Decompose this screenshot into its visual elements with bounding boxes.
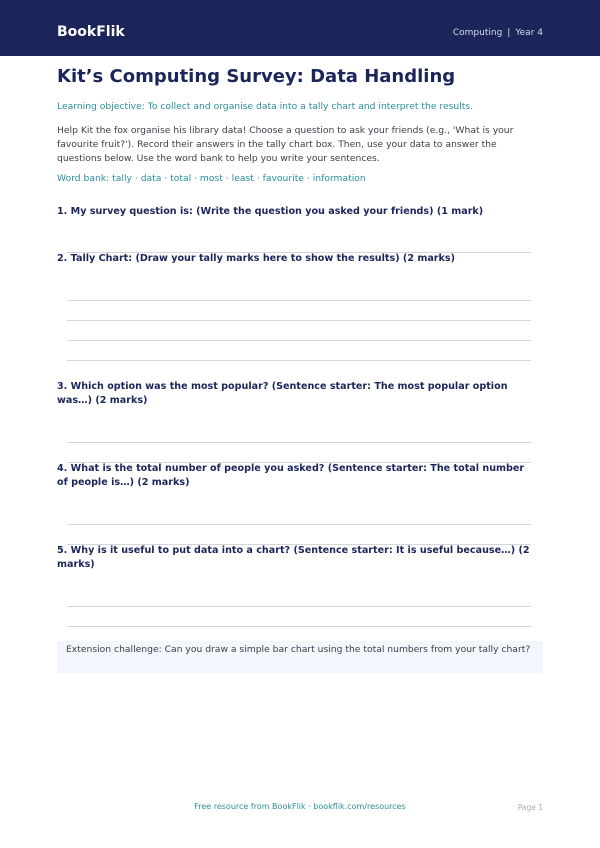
page-title: Kit’s Computing Survey: Data Handling — [57, 66, 456, 87]
answer-line-q3-1[interactable] — [67, 442, 531, 443]
subject-label: Computing — [452, 28, 503, 38]
header-separator: | — [507, 28, 511, 38]
header-meta — [453, 27, 543, 39]
answer-line-q5-2[interactable] — [67, 626, 531, 627]
answer-line-q5-1[interactable] — [67, 606, 531, 607]
intro-text: Help Kit the fox organise his library data! Choose a question to ask your friends (e.g., 'What is your favourite fruit?'). Record their answers in the tally chart box. Then, use your data to answer the questions below. Use the word bank to help you write your sentences. — [57, 125, 514, 164]
question-4: 4. What is the total number of people you asked? (Sentence starter: The total number of people is…) (2 marks) — [57, 463, 525, 488]
question-5: 5. Why is it useful to put data into a chart? (Sentence starter: It is useful because…) (2 marks) — [57, 545, 530, 570]
brand-logo: BookFlik — [57, 24, 125, 40]
header-bar — [0, 0, 600, 56]
answer-line-q4-1[interactable] — [67, 524, 531, 525]
page-number: Page 1 — [517, 803, 543, 812]
tally-line-1[interactable] — [67, 300, 531, 301]
word-bank: Word bank: tally · data · total · most · least · favourite · information — [57, 173, 366, 184]
year-label: Year 4 — [515, 28, 543, 38]
question-3: 3. Which option was the most popular? (Sentence starter: The most popular option was…) (2 marks) — [57, 381, 508, 406]
question-2: 2. Tally Chart: (Draw your tally marks here to show the results) (2 marks) — [57, 253, 456, 264]
extension-challenge: Extension challenge: Can you draw a simple bar chart using the total numbers from your tally chart? — [57, 641, 543, 673]
question-1: 1. My survey question is: (Write the question you asked your friends) (1 mark) — [57, 206, 484, 217]
tally-line-4[interactable] — [67, 360, 531, 361]
tally-line-3[interactable] — [67, 340, 531, 341]
learning-objective: Learning objective: To collect and organise data into a tally chart and interpret the results. — [57, 101, 474, 112]
footer-credit[interactable]: Free resource from BookFlik · bookflik.com/resources — [194, 802, 406, 811]
tally-line-2[interactable] — [67, 320, 531, 321]
